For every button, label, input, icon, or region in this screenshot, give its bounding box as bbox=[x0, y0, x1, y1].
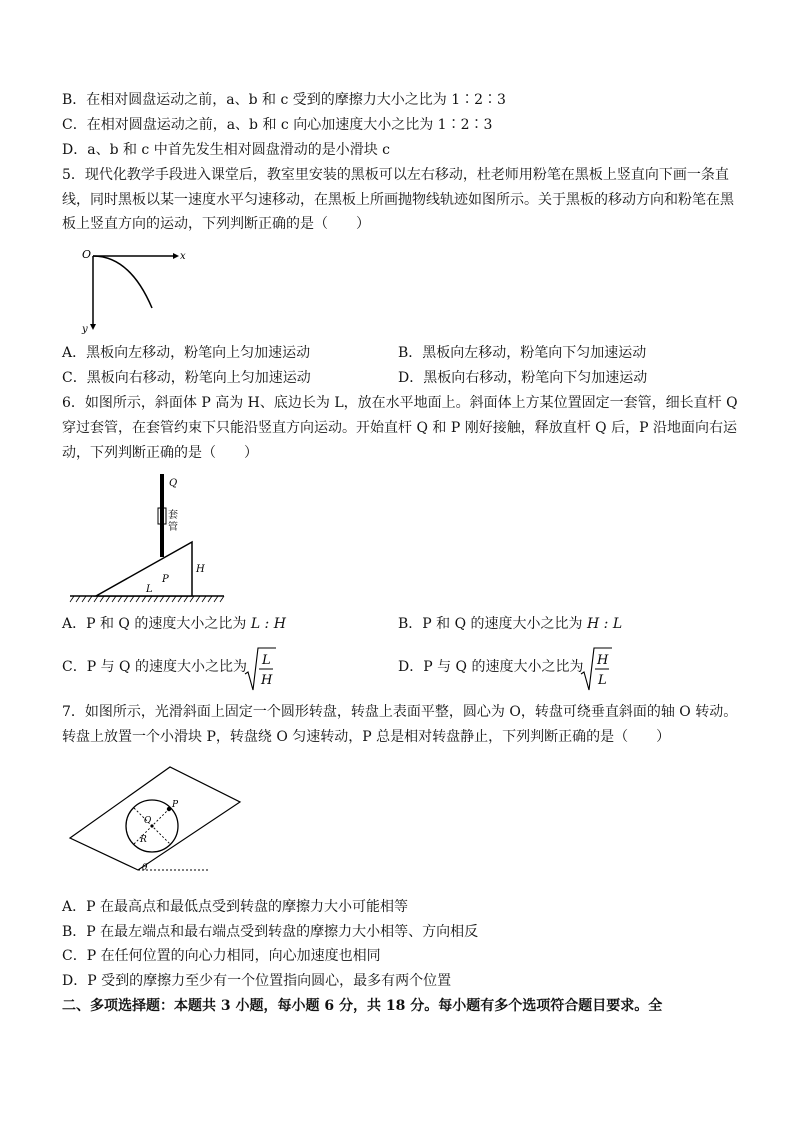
q5-stem-line-1: 5．现代化教学手段进入课堂后，教室里安装的黑板可以左右移动，杜老师用粉笔在黑板上竖直向下画一条直 bbox=[62, 167, 729, 183]
sleeve-label-2: 管 bbox=[168, 522, 178, 533]
height-h-label: H bbox=[196, 564, 205, 575]
q5-option-a: A．黑板向左移动，粉笔向上匀加速运动 bbox=[62, 345, 311, 361]
inclined-plane bbox=[70, 767, 240, 870]
origin-label: O bbox=[82, 248, 92, 261]
slider-p bbox=[167, 807, 171, 811]
slider-p-label: P bbox=[172, 800, 179, 810]
block-p-label: P bbox=[162, 574, 169, 585]
q6-option-a-text: A．P 和 Q 的速度大小之比为 bbox=[62, 616, 251, 632]
q7-option-d: D．P 受到的摩擦力至少有一个位置指向圆心，最多有两个位置 bbox=[62, 973, 452, 989]
q6-option-c-text: C．P 与 Q 的速度大小之比为 bbox=[62, 659, 247, 675]
q6-incline-figure bbox=[68, 470, 228, 605]
fraction-denominator: H bbox=[261, 673, 273, 688]
q7-option-b: B．P 在最左端点和最右端点受到转盘的摩擦力大小相等、方向相反 bbox=[62, 924, 479, 940]
q6-option-b bbox=[398, 614, 622, 634]
q6-option-b-text: B．P 和 Q 的速度大小之比为 bbox=[398, 616, 587, 632]
ground-hatching bbox=[70, 596, 224, 602]
q6-stem-line-1: 6．如图所示，斜面体 P 高为 H、底边长为 L，放在水平地面上。斜面体上方某位置固定一套管，细长直杆 Q bbox=[62, 395, 738, 411]
fraction-numerator: L bbox=[262, 653, 271, 668]
y-axis-label: y bbox=[82, 324, 88, 334]
q7-turntable-figure bbox=[66, 762, 246, 874]
q5-stem-line-3: 板上竖直方向的运动，下列判断正确的是（ ） bbox=[62, 216, 370, 232]
q5-option-b: B．黑板向左移动，粉笔向下匀加速运动 bbox=[398, 345, 647, 361]
q6-stem-line-3: 动，下列判断正确的是（ ） bbox=[62, 445, 258, 461]
rod-q-label: Q bbox=[169, 478, 178, 489]
q6-option-a-ratio: L : H bbox=[250, 616, 286, 632]
fraction-denominator: L bbox=[598, 673, 607, 688]
base-l-label: L bbox=[146, 584, 153, 595]
q6-option-c-sqrt-fraction bbox=[244, 646, 278, 692]
q5-option-c: C．黑板向右移动，粉笔向上匀加速运动 bbox=[62, 370, 311, 386]
q4-option-d: D．a、b 和 c 中首先发生相对圆盘滑动的是小滑块 c bbox=[62, 142, 391, 158]
radius-r-label: R bbox=[140, 835, 147, 845]
angle-theta-label: θ bbox=[142, 863, 148, 873]
q5-stem-line-2: 线，同时黑板以某一速度水平匀速移动，在黑板上所画抛物线轨迹如图所示。关于黑板的移动方向和粉笔在黑 bbox=[62, 192, 734, 208]
q4-option-c: C．在相对圆盘运动之前，a、b 和 c 向心加速度大小之比为 1∶2∶3 bbox=[62, 117, 493, 133]
incline-block-p bbox=[96, 542, 192, 596]
q6-option-d-text: D．P 与 Q 的速度大小之比为 bbox=[398, 659, 584, 675]
y-axis-arrow-icon bbox=[90, 324, 96, 330]
q7-stem-line-2: 转盘上放置一个小滑块 P，转盘绕 O 匀速转动，P 总是相对转盘静止，下列判断正确的是（ ） bbox=[62, 729, 671, 745]
q7-stem-line-1: 7．如图所示，光滑斜面上固定一个圆形转盘，转盘上表面平整，圆心为 O，转盘可绕垂直斜面的轴 O 转动。 bbox=[62, 704, 738, 720]
x-axis-arrow-icon bbox=[173, 253, 179, 259]
q5-option-d: D．黑板向右移动，粉笔向下匀加速运动 bbox=[398, 370, 648, 386]
q6-option-d-sqrt-fraction bbox=[580, 646, 614, 692]
q5-parabola-figure bbox=[78, 242, 190, 334]
q6-option-b-ratio: H : L bbox=[587, 616, 623, 632]
sleeve-label-1: 套 bbox=[168, 510, 178, 521]
q6-option-d bbox=[398, 657, 583, 677]
fraction-numerator: H bbox=[597, 653, 609, 668]
q4-option-b: B．在相对圆盘运动之前，a、b 和 c 受到的摩擦力大小之比为 1∶2∶3 bbox=[62, 92, 506, 108]
q7-option-c: C．P 在任何位置的向心力相同，向心加速度也相同 bbox=[62, 948, 381, 964]
parabola-trajectory bbox=[93, 256, 152, 308]
q6-stem-line-2: 穿过套管，在套管约束下只能沿竖直方向运动。开始直杆 Q 和 P 刚好接触，释放直杆 Q 后，P 沿地面向右运 bbox=[62, 420, 737, 436]
q6-option-c bbox=[62, 657, 247, 677]
q6-option-a bbox=[62, 614, 286, 634]
q7-option-a: A．P 在最高点和最低点受到转盘的摩擦力大小可能相等 bbox=[62, 899, 408, 915]
x-axis-label: x bbox=[180, 251, 186, 262]
center-o-label: O bbox=[144, 816, 152, 826]
section-2-heading: 二、多项选择题：本题共 3 小题，每小题 6 分，共 18 分。每小题有多个选项符合题目要求。全 bbox=[62, 998, 663, 1014]
